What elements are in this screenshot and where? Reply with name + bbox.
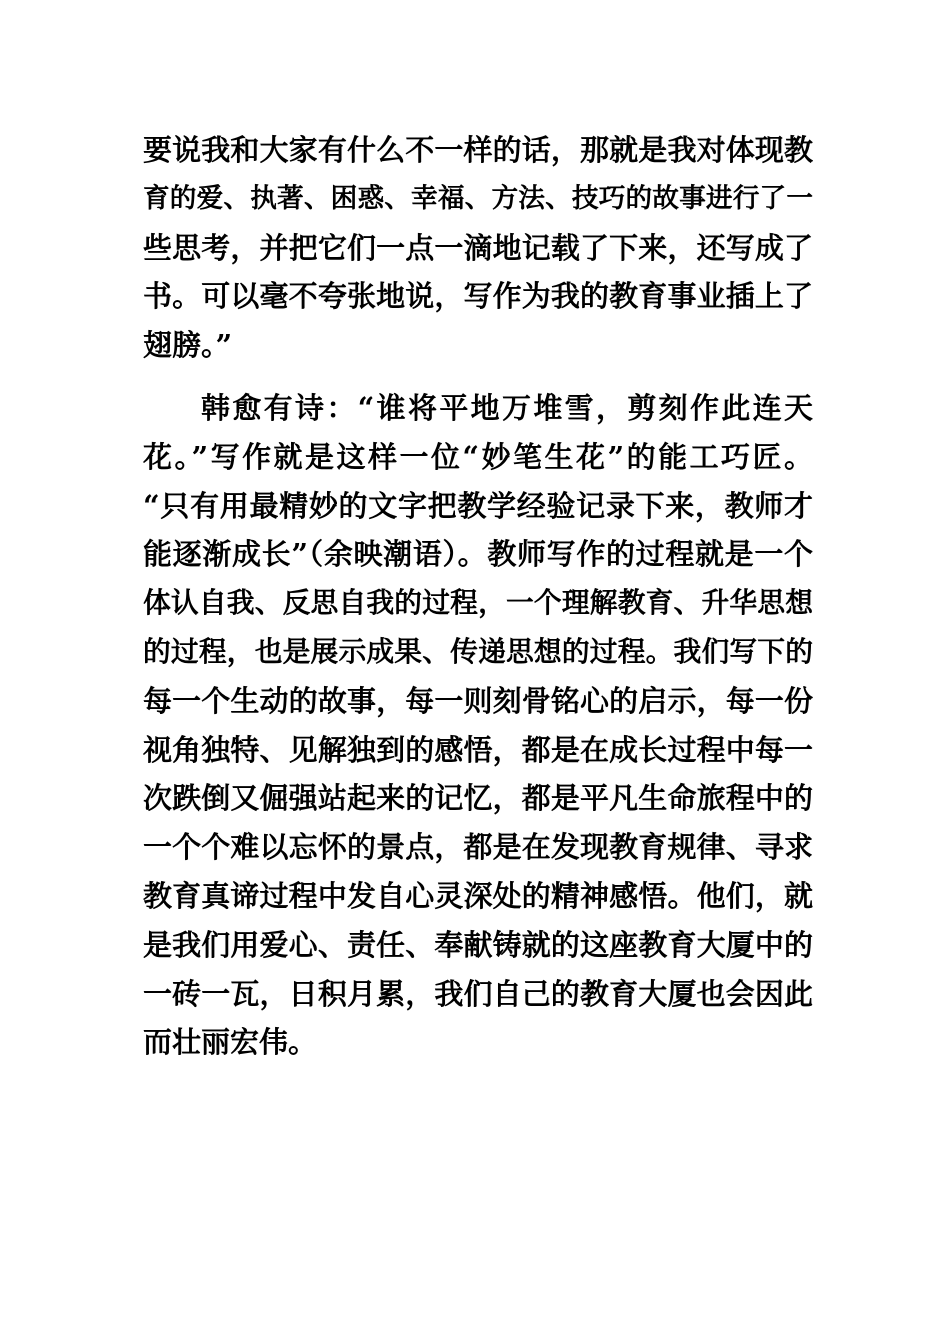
paragraph-line: 要说我和大家有什么不一样的话，那就是我对体现教 (143, 133, 813, 167)
paragraph-line: 花。”写作就是这样一位“妙笔生花”的能工巧匠。 (143, 439, 813, 474)
paragraph-line: 翅膀。” (143, 328, 233, 363)
paragraph-line: 而壮丽宏伟。 (143, 1025, 318, 1060)
paragraph-line: 一砖一瓦，日积月累，我们自己的教育大厦也会因此 (143, 976, 813, 1011)
paragraph-line: 书。可以毫不夸张地说，写作为我的教育事业插上了 (143, 279, 813, 314)
paragraph-line: 韩愈有诗：“谁将平地万堆雪，剪刻作此连天 (201, 391, 813, 425)
paragraph-line: 的过程，也是展示成果、传递思想的过程。我们写下的 (143, 634, 813, 668)
paragraph-line: 每一个生动的故事，每一则刻骨铭心的启示，每一份 (143, 683, 813, 718)
paragraph-line: 些思考，并把它们一点一滴地记载了下来，还写成了 (143, 230, 813, 265)
paragraph-line: 能逐渐成长”（余映潮语）。教师写作的过程就是一个 (143, 537, 813, 572)
paragraph-line: 是我们用爱心、责任、奉献铸就的这座教育大厦中的 (143, 927, 813, 962)
paragraph-2 (143, 384, 813, 1067)
paragraph-line: 一个个难以忘怀的景点，都是在发现教育规律、寻求 (143, 830, 813, 865)
paragraph-line: 育的爱、执著、困惑、幸福、方法、技巧的故事进行了一 (143, 182, 813, 214)
paragraph-line: 次跌倒又倔强站起来的记忆，都是平凡生命旅程中的 (143, 781, 813, 816)
paragraph-line: 体认自我、反思自我的过程，一个理解教育、升华思想 (143, 586, 813, 620)
paragraph-line: “只有用最精妙的文字把教学经验记录下来，教师才 (143, 488, 813, 523)
paragraph-1 (143, 126, 813, 370)
paragraph-line: 视角独特、见解独到的感悟，都是在成长过程中每一 (143, 732, 813, 767)
paragraph-line: 教育真谛过程中发自心灵深处的精神感悟。他们，就 (143, 878, 813, 913)
